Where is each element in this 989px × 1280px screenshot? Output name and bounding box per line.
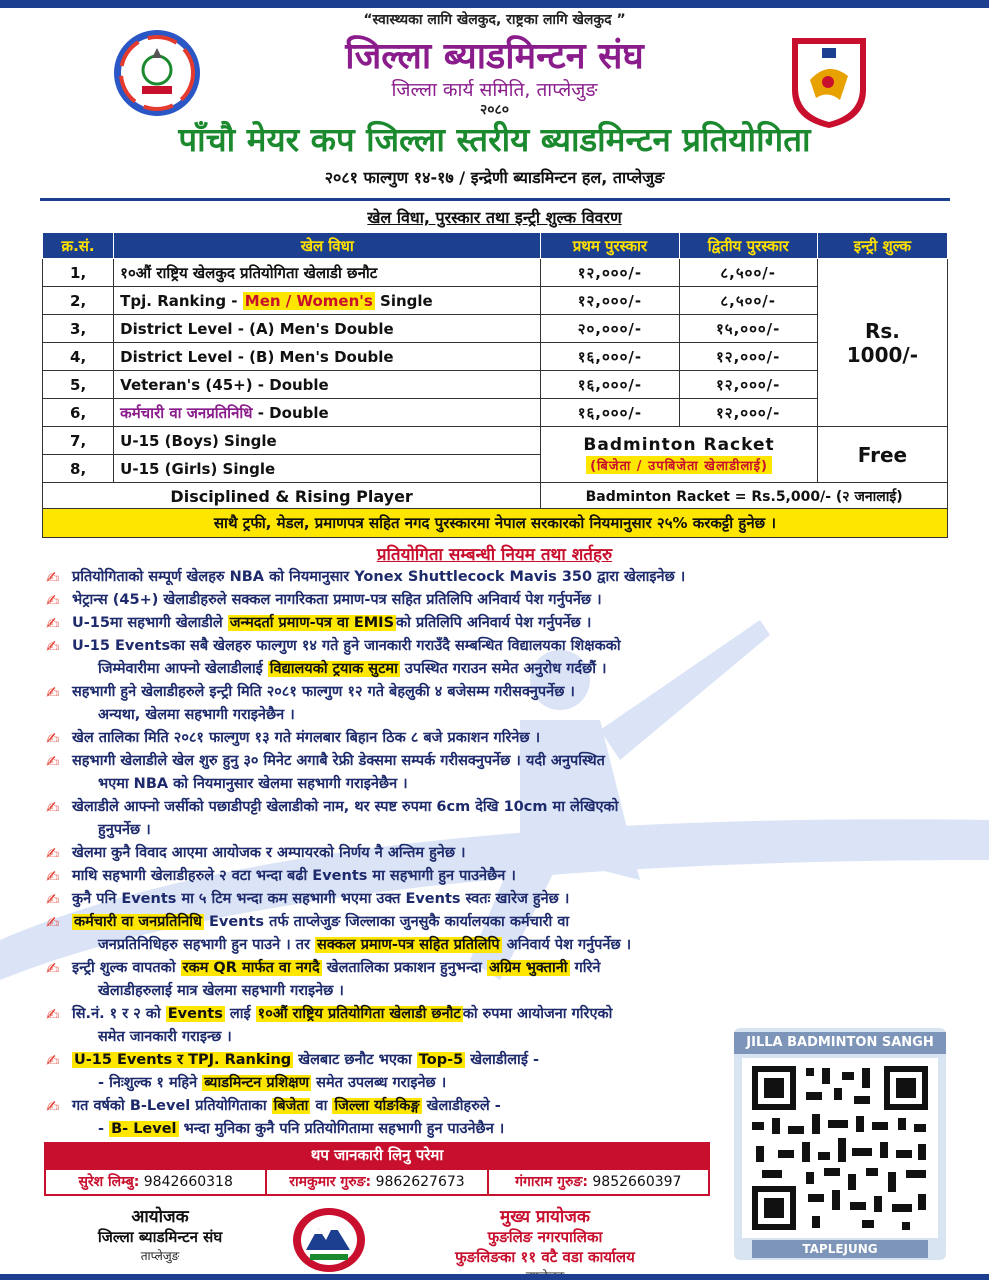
racket-prize-cell <box>541 427 818 483</box>
rule-text: सहभागी हुने खेलाडीहरुले इन्ट्री मिति २०८१ फाल्गुण १२ गते बेहलुकी ४ बजेसम्म गरीसक्नुपर्नेछ । <box>72 684 575 700</box>
rule-text: कुनै पनि Events मा ५ टिम भन्दा कम सहभागी भएमा उक्त Events स्वतः खारेज हुनेछ । <box>72 891 570 907</box>
rule-continuation: अन्यथा, खेलमा सहभागी गराइनेछैन । <box>98 707 295 723</box>
bullet-icon: ✍ <box>46 637 60 656</box>
row-sn: 3, <box>43 315 114 343</box>
row-sn: 4, <box>43 343 114 371</box>
table-row <box>43 483 948 511</box>
list-item <box>44 842 944 865</box>
rule-continuation <box>72 658 944 681</box>
header-first-prize: प्रथम पुरस्कार <box>541 233 679 259</box>
rule-text: उपस्थित गराउन समेत अनुरोध गर्दछौं । <box>399 661 607 677</box>
list-item <box>44 589 944 612</box>
row-event: १०औं राष्ट्रिय खेलकुद प्रतियोगिता खेलाडी छनौट <box>114 259 541 287</box>
list-item <box>44 681 944 727</box>
contact-name: गंगाराम गुरुङ: <box>515 1174 588 1190</box>
contact-phone: 9862627673 <box>371 1174 465 1190</box>
sponsor-name: फुङलिङ नगरपालिका <box>487 1228 603 1246</box>
row-first: २०,०००/- <box>541 315 679 343</box>
row-event-pre: कर्मचारी वा जनप्रतिनिधि <box>120 403 253 422</box>
rule-text: समेत उपलब्ध गराइनेछ । <box>311 1075 447 1091</box>
bullet-icon: ✍ <box>46 614 60 633</box>
tax-deduction-note: साथै ट्रफी, मेडल, प्रमाणपत्र सहित नगद पुरस्कारमा नेपाल सरकारको नियमानुसार २५% करकट्टी हुनेछ । <box>42 508 948 538</box>
sponsor-block <box>380 1204 710 1280</box>
list-item <box>44 566 944 589</box>
rule-text: प्रतियोगिताको सम्पूर्ण खेलहरु NBA को नियमानुसार Yonex Shuttlecock Mavis 350 द्वारा खेलाइनेछ । <box>72 569 686 585</box>
rule-highlight: U-15 Events र TPJ. Ranking <box>74 1052 292 1068</box>
row-sn: 1, <box>43 259 114 287</box>
event-title: पाँचौ मेयर कप जिल्ला स्तरीय ब्याडमिन्टन प्रतियोगिता <box>178 120 811 159</box>
fee-free: Free <box>817 427 947 483</box>
org-subtitle: जिल्ला कार्य समिति, ताप्लेजुङ <box>391 79 598 101</box>
rule-text: सहभागी खेलाडीले खेल शुरु हुनु ३० मिनेट अगाबै रेफ्री डेक्समा सम्पर्क गरीसक्नुपर्नेछ । यदी अनुपस्थित <box>72 753 605 769</box>
header-event: खेल विधा <box>114 233 541 259</box>
organizer-name: जिल्ला ब्याडमिन्टन संघ <box>97 1228 223 1246</box>
table-row <box>43 371 948 399</box>
row-sn: 8, <box>43 455 114 483</box>
table-header-row <box>43 233 948 259</box>
row-second: १२,०००/- <box>679 371 817 399</box>
rule-continuation: खेलाडीहरुलाई मात्र खेलमा सहभागी गराइनेछ । <box>98 983 344 999</box>
row-second: १२,०००/- <box>679 343 817 371</box>
row-first: १२,०००/- <box>541 287 679 315</box>
rule-text: को रुपमा आयोजना गरिएको <box>462 1006 613 1022</box>
list-item <box>44 957 944 1003</box>
qr-footer: TAPLEJUNG <box>752 1240 928 1258</box>
rule-highlight: सक्कल प्रमाण-पत्र सहित प्रतिलिपि <box>317 937 500 953</box>
organizer-place: ताप्लेजुङ <box>140 1249 180 1263</box>
row-event-post: Single <box>374 291 433 310</box>
rule-highlight: ब्याडमिन्टन प्रशिक्षण <box>204 1075 310 1091</box>
bullet-icon: ✍ <box>46 959 60 978</box>
contact-title: थप जानकारी लिनु परेमा <box>44 1142 710 1168</box>
rule-highlight: रकम QR मार्फत वा नगदै <box>182 960 320 976</box>
rule-text: को प्रतिलिपि अनिवार्य पेश गर्नुपर्नेछ । <box>396 615 592 631</box>
rule-text: सि.नं. १ र २ को <box>72 1006 166 1022</box>
rule-text: खेलमा कुनै विवाद आएमा आयोजक र अम्पायरको निर्णय नै अन्तिम हुनेछ । <box>72 845 466 861</box>
event-date-venue: २०८१ फाल्गुण १४-१७ / इन्द्रेणी ब्याडमिन्टन हल, ताप्लेजुङ <box>324 168 665 187</box>
rule-continuation: भएमा NBA को नियमानुसार खेलमा सहभागी गराइनेछैन । <box>98 776 408 792</box>
bullet-icon: ✍ <box>46 1005 60 1024</box>
row-event <box>114 287 541 315</box>
row-event: Veteran's (45+) - Double <box>114 371 541 399</box>
rule-text: खेलाडीलाई - <box>465 1052 539 1068</box>
racket-prize: Badminton Racket <box>583 434 775 455</box>
rule-text: लाई <box>224 1006 256 1022</box>
rule-highlight: विद्यालयको ट्रयाक सुटमा <box>269 661 398 677</box>
fee-amount: 1000/- <box>846 342 919 367</box>
table-row <box>43 259 948 287</box>
bullet-icon: ✍ <box>46 729 60 748</box>
row-sn: 5, <box>43 371 114 399</box>
header-sn: क्र.सं. <box>43 233 114 259</box>
rule-text: इन्ट्री शुल्क वापतको <box>72 960 181 976</box>
table-row <box>43 399 948 427</box>
bullet-icon: ✍ <box>46 1051 60 1070</box>
table-row <box>43 287 948 315</box>
rule-text: खेलाडीले आफ्नो जर्सीको पछाडीपट्टी खेलाडीको नाम, थर स्पष्ट रुपमा 6cm देखि 10cm मा लेखिएको <box>72 799 619 815</box>
list-item <box>44 911 944 957</box>
row-event: District Level - (B) Men's Double <box>114 343 541 371</box>
bullet-icon: ✍ <box>46 890 60 909</box>
org-year: २०८० <box>479 102 510 118</box>
row-second: १२,०००/- <box>679 399 817 427</box>
bullet-icon: ✍ <box>46 844 60 863</box>
sponsor-label: मुख्य प्रायोजक <box>500 1207 590 1227</box>
bullet-icon: ✍ <box>46 867 60 886</box>
bullet-icon: ✍ <box>46 798 60 817</box>
organizer-block <box>44 1204 276 1264</box>
organizer-label: आयोजक <box>131 1207 189 1227</box>
rule-continuation: समेत जानकारी गराइन्छ । <box>98 1029 232 1045</box>
rule-text: Events तर्फ ताप्लेजुङ जिल्लाका जुनसुकै कार्यालयका कर्मचारी वा <box>203 914 570 930</box>
rule-continuation: हुनुपर्नेछ । <box>98 822 151 838</box>
bullet-icon: ✍ <box>46 568 60 587</box>
rule-text: खेलबाट छनौट भएका <box>293 1052 417 1068</box>
rule-highlight: B- Level <box>111 1121 177 1137</box>
contact-row <box>44 1168 710 1196</box>
rule-text: - <box>98 1121 110 1137</box>
bullet-icon: ✍ <box>46 1097 60 1116</box>
rule-text: खेलतालिका प्रकाशन हुनुभन्दा <box>321 960 487 976</box>
bullet-icon: ✍ <box>46 683 60 702</box>
slogan: “स्वास्थ्यका लागि खेलकुद, राष्ट्रका लागि खेलकुद ” <box>363 12 626 28</box>
row-event: Disciplined & Rising Player <box>43 483 541 511</box>
payment-qr-code-icon <box>742 1058 938 1238</box>
rule-highlight: कर्मचारी वा जनप्रतिनिधि <box>74 914 202 930</box>
rule-text: - निःशुल्क १ महिने <box>98 1075 203 1091</box>
rule-text: वा <box>310 1098 333 1114</box>
list-item <box>44 888 944 911</box>
row-prize: Badminton Racket = Rs.5,000/- (२ जनालाई) <box>541 483 948 511</box>
rule-highlight: जिल्ला र्याङकिङ्ग <box>334 1098 420 1114</box>
rule-highlight: अग्रिम भुक्तानी <box>488 960 568 976</box>
rule-highlight: Events <box>167 1006 223 1022</box>
contact-phone: 9842660318 <box>139 1174 233 1190</box>
list-item <box>44 727 944 750</box>
prize-section-title: खेल विधा, पुरस्कार तथा इन्ट्री शुल्क विवरण <box>367 208 622 227</box>
top-border <box>0 0 989 8</box>
row-event: District Level - (A) Men's Double <box>114 315 541 343</box>
row-first: १६,०००/- <box>541 371 679 399</box>
prize-table <box>42 232 948 511</box>
contact-cell <box>489 1170 708 1194</box>
rule-text: खेलाडीहरुले - <box>421 1098 501 1114</box>
row-second: १५,०००/- <box>679 315 817 343</box>
row-first: १६,०००/- <box>541 343 679 371</box>
rule-text: U-15मा सहभागी खेलाडीले <box>72 615 228 631</box>
list-item <box>44 750 944 796</box>
rule-text: U-15 Eventsका सबै खेलहरु फाल्गुण १४ गते हुने जानकारी गराउँदै सम्बन्धित विद्यालयका शिक्षकको <box>72 638 621 654</box>
bullet-icon: ✍ <box>46 913 60 932</box>
qr-title: JILLA BADMINTON SANGH <box>734 1032 946 1054</box>
rule-highlight: १०औं राष्ट्रिय प्रतियोगिता खेलाडी छनौट <box>257 1006 461 1022</box>
rule-text: गरिने <box>569 960 601 976</box>
fee-rs: Rs. <box>864 318 900 343</box>
rule-highlight: जन्मदर्ता प्रमाण-पत्र वा EMIS <box>229 615 395 631</box>
row-first: १२,०००/- <box>541 259 679 287</box>
list-item <box>44 796 944 842</box>
entry-fee-cell <box>817 259 947 427</box>
row-event: U-15 (Girls) Single <box>114 455 541 483</box>
row-second: ८,५००/- <box>679 259 817 287</box>
row-sn: 6, <box>43 399 114 427</box>
row-sn: 7, <box>43 427 114 455</box>
racket-note: (बिजेता / उपबिजेता खेलाडीलाई) <box>586 456 772 474</box>
row-event: U-15 (Boys) Single <box>114 427 541 455</box>
list-item <box>44 635 944 681</box>
bullet-icon: ✍ <box>46 752 60 771</box>
row-event-pre: Tpj. Ranking - <box>120 291 243 310</box>
row-second: ८,५००/- <box>679 287 817 315</box>
rule-text: भन्दा मुनिका कुनै पनि प्रतियोगितामा सहभागी हुन पाउनेछैन । <box>178 1121 505 1137</box>
municipality-emblem-icon <box>290 1204 368 1274</box>
row-event-highlight: Men / Women's <box>244 291 373 310</box>
row-event <box>114 399 541 427</box>
contact-name: रामकुमार गुरुङ: <box>289 1174 372 1190</box>
contact-cell <box>46 1170 265 1194</box>
list-item <box>44 612 944 635</box>
rule-continuation <box>72 934 944 957</box>
contact-phone: 9852660397 <box>587 1174 682 1190</box>
org-title: जिल्ला ब्याडमिन्टन संघ <box>345 36 644 77</box>
list-item <box>44 865 944 888</box>
rule-text: अनिवार्य पेश गर्नुपर्नेछ । <box>501 937 632 953</box>
bottom-border <box>0 1274 989 1280</box>
header-entry-fee: इन्ट्री शुल्क <box>817 233 947 259</box>
row-sn: 2, <box>43 287 114 315</box>
rule-text: जनप्रतिनिधिहरु सहभागी हुन पाउने । तर <box>98 937 316 953</box>
rule-highlight: Top-5 <box>418 1052 464 1068</box>
bullet-icon: ✍ <box>46 591 60 610</box>
rule-text: जिम्मेवारीमा आफ्नो खेलाडीलाई <box>98 661 268 677</box>
rule-highlight: बिजेता <box>273 1098 309 1114</box>
rules-title: प्रतियोगिता सम्बन्धी नियम तथा शर्तहरु <box>376 545 613 565</box>
sponsor-ward-offices: फुङलिङका ११ वटै वडा कार्यालय <box>455 1248 635 1266</box>
table-row <box>43 427 948 455</box>
contact-cell <box>267 1170 486 1194</box>
table-row <box>43 343 948 371</box>
header-divider <box>40 198 950 201</box>
rule-text: माथि सहभागी खेलाडीहरुले २ वटा भन्दा बढी Events मा सहभागी हुन पाउनेछैन । <box>72 868 516 884</box>
table-row <box>43 315 948 343</box>
row-event-post: - Double <box>252 403 329 422</box>
contact-name: सुरेश लिम्बु: <box>78 1174 140 1190</box>
row-first: १६,०००/- <box>541 399 679 427</box>
header-second-prize: द्वितीय पुरस्कार <box>679 233 817 259</box>
rule-text: भेट्रान्स (45+) खेलाडीहरुले सक्कल नागरिकता प्रमाण-पत्र सहित प्रतिलिपि अनिवार्य पेश गर्नुपर्नेछ । <box>72 592 602 608</box>
rule-text: खेल तालिका मिति २०८१ फाल्गुण १३ गते मंगलबार बिहान ठिक ८ बजे प्रकाशन गरिनेछ । <box>72 730 541 746</box>
rule-text: गत वर्षको B-Level प्रतियोगिताका <box>72 1098 272 1114</box>
